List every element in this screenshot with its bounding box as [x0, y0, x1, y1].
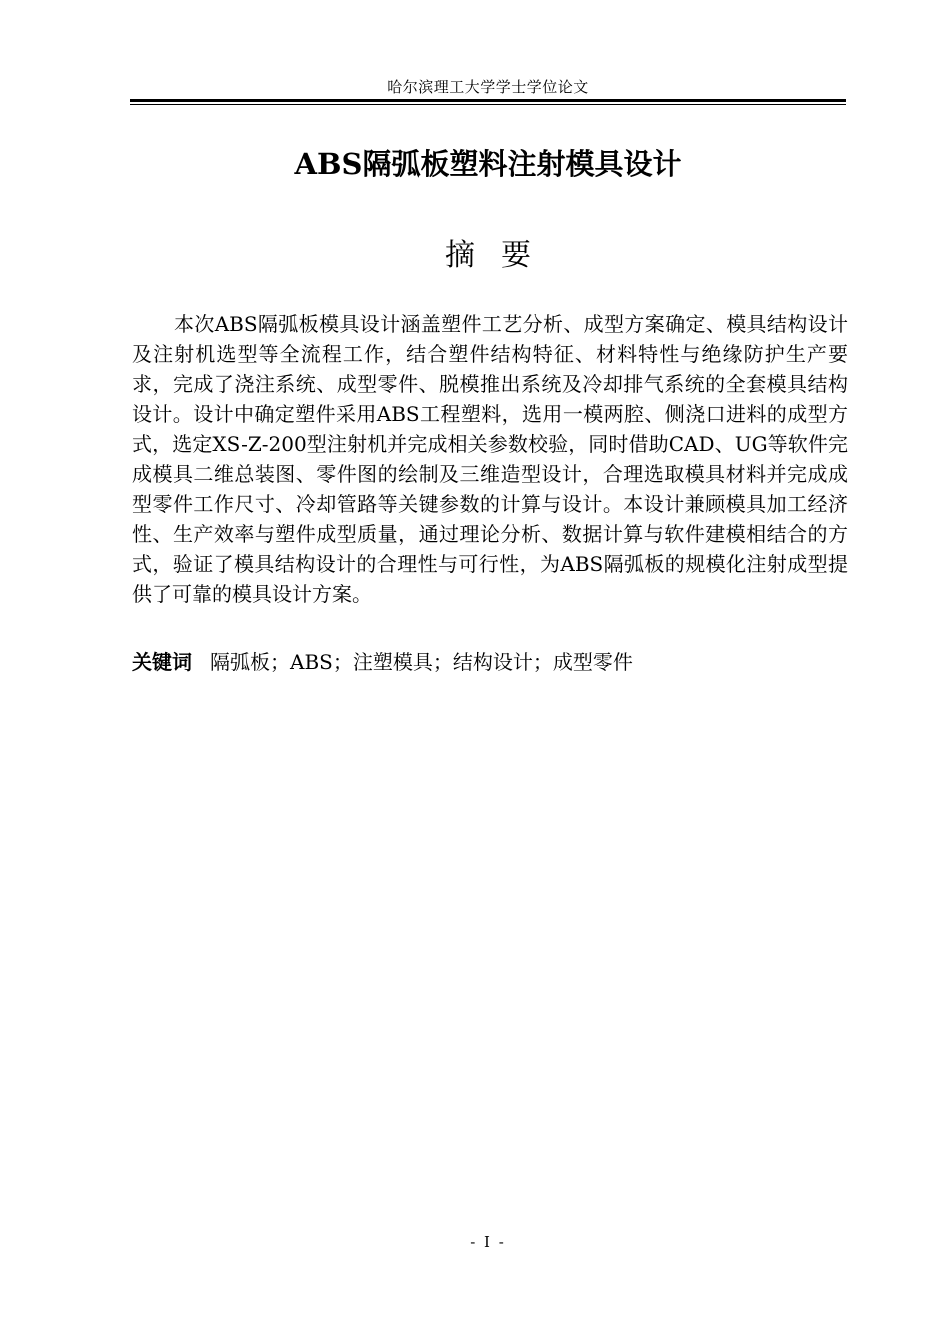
running-header: 哈尔滨理工大学学士学位论文 — [387, 78, 589, 96]
keywords-line — [132, 648, 848, 676]
document-title: ABS隔弧板塑料注射模具设计 — [294, 147, 682, 181]
keywords-value: 隔弧板；ABS；注塑模具；结构设计；成型零件 — [210, 650, 633, 674]
page-number: - I - — [470, 1233, 506, 1251]
abstract-heading: 摘要 — [445, 238, 557, 273]
keywords-label: 关键词 — [132, 650, 192, 674]
header-rule-thick — [130, 99, 846, 102]
abstract-body: 本次ABS隔弧板模具设计涵盖塑件工艺分析、成型方案确定、模具结构设计及注射机选型等全流程工作，结合塑件结构特征、材料特性与绝缘防护生产要求，完成了浇注系统、成型零件、脱模推出系统及冷却排气系统的全套模具结构设计。设计中确定塑件采用ABS工程塑料，选用一模两腔、侧浇口进料的成型方式，选定XS-Z-200型注射机并完成相关参数校验，同时借助CAD、UG等软件完成模具二维总装图、零件图的绘制及三维造型设计，合理选取模具材料并完成成型零件工作尺寸、冷却管路等关键参数的计算与设计。本设计兼顾模具加工经济性、生产效率与塑件成型质量，通过理论分析、数据计算与软件建模相结合的方式，验证了模具结构设计的合理性与可行性，为ABS隔弧板的规模化注射成型提供了可靠的模具设计方案。 — [132, 312, 848, 606]
header-rule-thin — [130, 104, 846, 105]
